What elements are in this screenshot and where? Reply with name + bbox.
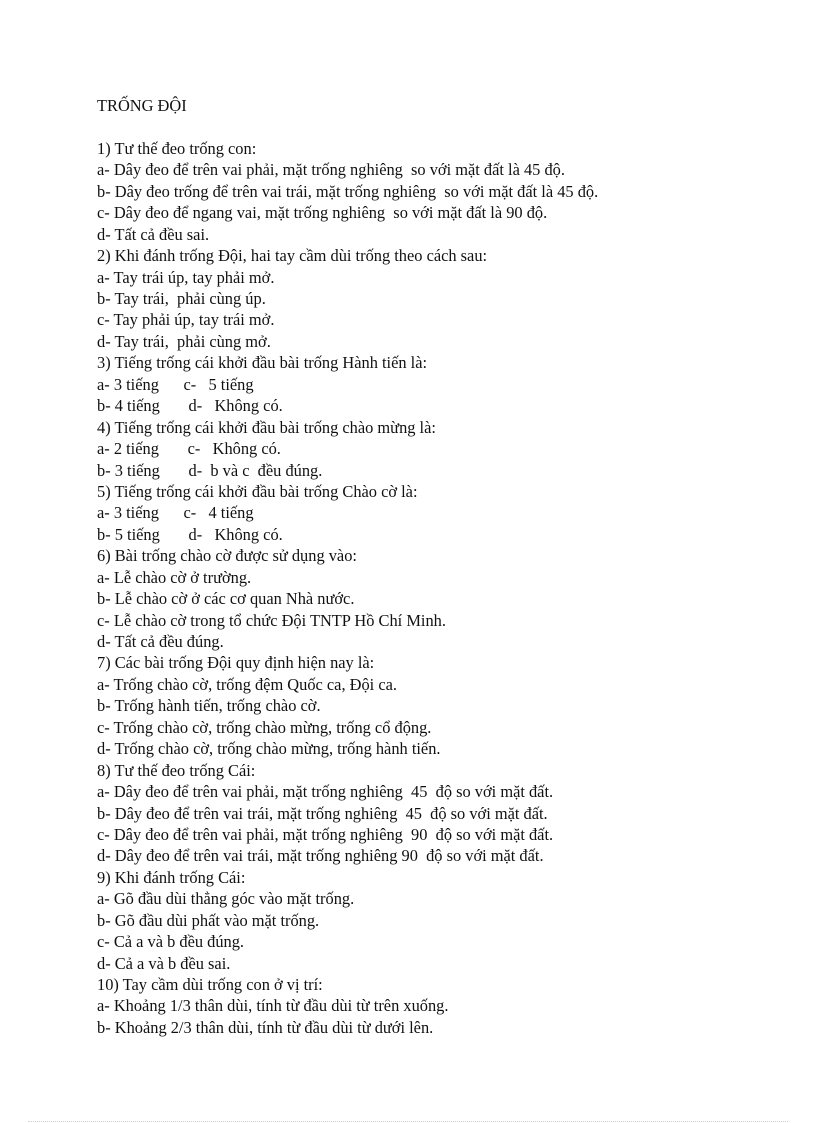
question-4-options-a-c: a- 2 tiếng c- Không có.	[97, 439, 281, 459]
question-10-option-b: b- Khoảng 2/3 thân dùi, tính từ đầu dùi từ dưới lên.	[97, 1017, 434, 1037]
question-7-option-c: c- Trống chào cờ, trống chào mừng, trống cổ động.	[97, 717, 432, 737]
question-1-option-c: c- Dây đeo để ngang vai, mặt trống nghiêng so với mặt đất là 90 độ.	[97, 203, 548, 223]
question-8-heading: 8) Tư thế đeo trống Cái:	[97, 760, 256, 780]
document-title: TRỐNG ĐỘI	[97, 96, 187, 115]
question-6-option-d: d- Tất cả đều đúng.	[97, 632, 224, 652]
page-bottom-divider	[28, 1121, 788, 1122]
question-4-options-b-d: b- 3 tiếng d- b và c đều đúng.	[97, 460, 323, 480]
question-7-heading: 7) Các bài trống Đội quy định hiện nay là:	[97, 653, 375, 673]
question-7-option-b: b- Trống hành tiến, trống chào cờ.	[97, 696, 321, 716]
question-9-option-a: a- Gõ đầu dùi thẳng góc vào mặt trống.	[97, 889, 355, 909]
question-10-option-a: a- Khoảng 1/3 thân dùi, tính từ đầu dùi từ trên xuống.	[97, 996, 449, 1016]
question-5-heading: 5) Tiếng trống cái khởi đầu bài trống Chào cờ là:	[97, 481, 418, 501]
question-2-option-a: a- Tay trái úp, tay phải mở.	[97, 267, 275, 287]
question-2-option-d: d- Tay trái, phải cùng mở.	[97, 331, 271, 351]
question-6-option-c: c- Lễ chào cờ trong tổ chức Đội TNTP Hồ Chí Minh.	[97, 610, 446, 630]
question-7-option-d: d- Trống chào cờ, trống chào mừng, trống hành tiến.	[97, 739, 441, 759]
question-4-heading: 4) Tiếng trống cái khởi đầu bài trống chào mừng là:	[97, 417, 436, 437]
question-6-option-b: b- Lễ chào cờ ở các cơ quan Nhà nước.	[97, 589, 355, 609]
question-1-heading: 1) Tư thế đeo trống con:	[97, 138, 257, 158]
question-3-options-b-d: b- 4 tiếng d- Không có.	[97, 396, 283, 416]
question-10-heading: 10) Tay cầm dùi trống con ở vị trí:	[97, 975, 323, 995]
question-9-option-b: b- Gõ đầu dùi phất vào mặt trống.	[97, 910, 320, 930]
question-9-option-d: d- Cả a và b đều sai.	[97, 953, 231, 973]
question-6-option-a: a- Lễ chào cờ ở trường.	[97, 567, 252, 587]
question-3-heading: 3) Tiếng trống cái khởi đầu bài trống Hành tiến là:	[97, 353, 428, 373]
question-8-option-a: a- Dây đeo để trên vai phải, mặt trống nghiêng 45 độ so với mặt đất.	[97, 782, 554, 802]
question-9-option-c: c- Cả a và b đều đúng.	[97, 932, 245, 952]
question-6-heading: 6) Bài trống chào cờ được sử dụng vào:	[97, 546, 357, 566]
question-8-option-d: d- Dây đeo để trên vai trái, mặt trống nghiêng 90 độ so với mặt đất.	[97, 846, 544, 866]
question-8-option-c: c- Dây đeo để trên vai phải, mặt trống nghiêng 90 độ so với mặt đất.	[97, 824, 554, 844]
question-2-option-b: b- Tay trái, phải cùng úp.	[97, 289, 266, 309]
question-8-option-b: b- Dây đeo để trên vai trái, mặt trống nghiêng 45 độ so với mặt đất.	[97, 803, 548, 823]
document-body	[97, 138, 787, 1038]
question-1-option-a: a- Dây đeo để trên vai phải, mặt trống nghiêng so với mặt đất là 45 độ.	[97, 160, 565, 180]
question-7-option-a: a- Trống chào cờ, trống đệm Quốc ca, Đội ca.	[97, 674, 397, 694]
question-3-options-a-c: a- 3 tiếng c- 5 tiếng	[97, 374, 254, 394]
question-2-heading: 2) Khi đánh trống Đội, hai tay cầm dùi trống theo cách sau:	[97, 246, 488, 266]
question-9-heading: 9) Khi đánh trống Cái:	[97, 867, 246, 887]
document-page	[97, 95, 787, 1038]
question-1-option-b: b- Dây đeo trống để trên vai trái, mặt trống nghiêng so với mặt đất là 45 độ.	[97, 181, 599, 201]
question-2-option-c: c- Tay phải úp, tay trái mở.	[97, 310, 275, 330]
question-5-options-b-d: b- 5 tiếng d- Không có.	[97, 524, 283, 544]
question-1-option-d: d- Tất cả đều sai.	[97, 224, 210, 244]
question-5-options-a-c: a- 3 tiếng c- 4 tiếng	[97, 503, 254, 523]
